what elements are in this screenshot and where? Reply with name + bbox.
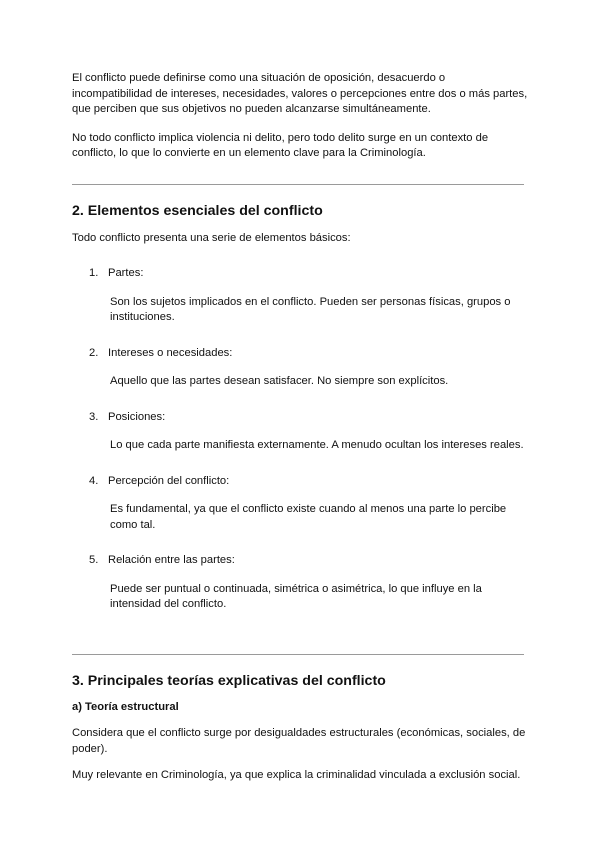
- structural-theory-relevance-paragraph: Muy relevante en Criminología, ya que explica la criminalidad vinculada a exclusión social.: [72, 769, 521, 781]
- list-item-description: Es fundamental, ya que el conflicto existe cuando al menos una parte lo percibe como tal.: [110, 503, 507, 531]
- list-item-description: Son los sujetos implicados en el conflicto. Pueden ser personas físicas, grupos o instituciones.: [110, 295, 511, 323]
- elements-list: [72, 266, 528, 613]
- section-divider: [72, 654, 524, 655]
- intro-paragraph-criminology: No todo conflicto implica violencia ni delito, pero todo delito surge en un contexto de conflicto, lo que lo convierte en un elemento clave para la Criminología.: [72, 131, 489, 159]
- list-item-number: 4.: [89, 474, 99, 487]
- list-item-title: Posiciones:: [108, 410, 166, 423]
- list-item: [72, 410, 528, 454]
- list-item-title: Relación entre las partes:: [108, 554, 235, 566]
- list-item-description: Lo que cada parte manifiesta externamente. A menudo ocultan los intereses reales.: [110, 439, 524, 451]
- section-heading-theories: 3. Principales teorías explicativas del conflicto: [72, 672, 386, 689]
- list-item-number: 1.: [89, 267, 99, 279]
- structural-theory-paragraph: Considera que el conflicto surge por desigualdades estructurales (económicas, sociales, de poder).: [72, 727, 526, 755]
- list-item-number: 3.: [89, 410, 99, 423]
- list-item: [72, 474, 528, 534]
- list-item-title: Intereses o necesidades:: [108, 346, 233, 359]
- list-item-title: Partes:: [108, 267, 144, 279]
- list-item-number: 5.: [89, 554, 99, 566]
- list-item: [72, 266, 528, 326]
- document-body: [72, 66, 528, 784]
- list-item: [72, 553, 528, 613]
- list-item-title: Percepción del conflicto:: [108, 474, 230, 487]
- list-item-description: Puede ser puntual o continuada, simétrica o asimétrica, lo que influye en la intensidad del conflicto.: [110, 582, 482, 610]
- subsection-heading-structural-theory: a) Teoría estructural: [72, 700, 179, 713]
- section-intro-paragraph: Todo conflicto presenta una serie de elementos básicos:: [72, 231, 351, 244]
- section-divider: [72, 184, 524, 185]
- list-item: [72, 346, 528, 390]
- list-item-description: Aquello que las partes desean satisfacer. No siempre son explícitos.: [110, 375, 449, 387]
- intro-paragraph-definition: El conflicto puede definirse como una situación de oposición, desacuerdo o incompatibilidad de intereses, necesidades, valores o percepciones entre dos o más partes, que perciben que sus objetivos no pueden alcanzarse simultáneamente.: [72, 72, 528, 115]
- section-heading-elements: 2. Elementos esenciales del conflicto: [72, 202, 323, 219]
- list-item-number: 2.: [89, 346, 99, 359]
